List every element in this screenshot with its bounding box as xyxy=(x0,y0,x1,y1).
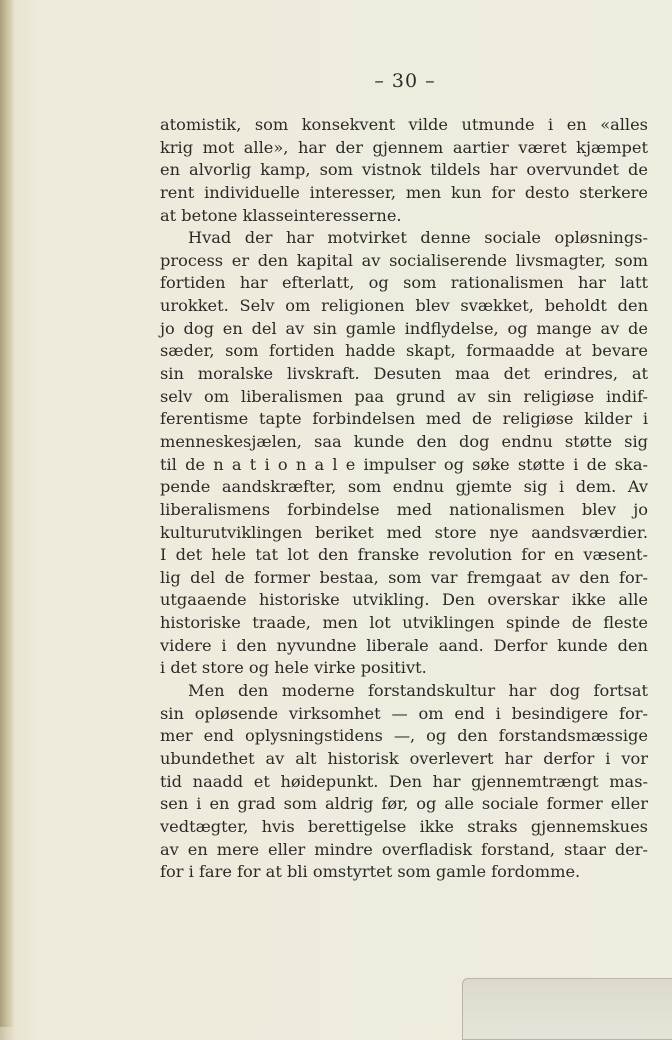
text-line: ferentisme tapte forbindelsen med de religiøse kilder i xyxy=(160,409,648,429)
paragraph xyxy=(160,114,648,227)
text-line: sin opløsende virksomhet — om end i besindigere for- xyxy=(160,703,648,723)
text-line: menneskesjælen, saa kunde den dog endnu støtte sig xyxy=(160,431,648,451)
text-line: i det store og hele virke positivt. xyxy=(160,658,427,678)
text-line: atomistik, som konsekvent vilde utmunde i en «alles xyxy=(160,115,648,134)
text-line: sin moralske livskraft. Desuten maa det erindres, at xyxy=(160,364,648,384)
text-line: liberalismens forbindelse med nationalismen blev jo xyxy=(160,499,648,519)
text-line: lig del de former bestaa, som var fremgaat av den for- xyxy=(160,567,648,587)
text-line: process er den kapital av socialiserende livsmagter, som xyxy=(160,250,648,270)
text-line: ubundethet av alt historisk overlevert har derfor i vor xyxy=(160,748,648,768)
page-number: – 30 – xyxy=(374,70,436,92)
text-line: historiske traade, men lot utviklingen spinde de fleste xyxy=(160,613,648,633)
text-line: fortiden har efterlatt, og som rationalismen har latt xyxy=(160,273,648,293)
text-line: kulturutviklingen beriket med store nye aandsværdier. xyxy=(160,522,648,542)
text-line: jo dog en del av sin gamle indflydelse, og mange av de xyxy=(160,318,648,338)
text-line: krig mot alle», har der gjennem aartier været kjæmpet xyxy=(160,137,648,157)
text-line: en alvorlig kamp, som vistnok tildels har overvundet de xyxy=(160,160,648,180)
text-line: videre i den nyvundne liberale aand. Derfor kunde den xyxy=(160,635,648,655)
page-tab-marker xyxy=(462,978,672,1040)
text-line: sæder, som fortiden hadde skapt, formaadde at bevare xyxy=(160,341,648,361)
paragraph xyxy=(160,680,648,884)
text-line: utgaaende historiske utvikling. Den overskar ikke alle xyxy=(160,590,648,610)
text-line: at betone klasseinteresserne. xyxy=(160,205,402,225)
text-line: for i fare for at bli omstyrtet som gamle fordomme. xyxy=(160,862,581,882)
text-line: Men den moderne forstandskultur har dog fortsat xyxy=(188,681,648,701)
text-line: til de n a t i o n a l e impulser og søke støtte i de ska- xyxy=(160,454,648,474)
text-line: I det hele tat lot den franske revolution for en væsent- xyxy=(160,545,648,565)
text-line: vedtægter, hvis berettigelse ikke straks gjennemskues xyxy=(160,816,648,836)
paragraph xyxy=(160,227,648,680)
text-line: rent individuelle interesser, men kun for desto sterkere xyxy=(160,182,648,202)
text-line: pende aandskræfter, som endnu gjemte sig i dem. Av xyxy=(160,477,648,497)
text-line: Hvad der har motvirket denne sociale opløsnings- xyxy=(188,228,648,248)
book-binding-edge xyxy=(0,0,14,1027)
text-line: urokket. Selv om religionen blev svækket, beholdt den xyxy=(160,296,648,316)
text-line: selv om liberalismen paa grund av sin religiøse indif- xyxy=(160,386,648,406)
text-line: tid naadd et høidepunkt. Den har gjennemtrængt mas- xyxy=(160,771,648,791)
body-text xyxy=(160,114,648,884)
text-line: av en mere eller mindre overfladisk forstand, staar der- xyxy=(160,839,648,859)
text-line: sen i en grad som aldrig før, og alle sociale former eller xyxy=(160,794,648,814)
text-line: mer end oplysningstidens —, og den forstandsmæssige xyxy=(160,726,648,746)
